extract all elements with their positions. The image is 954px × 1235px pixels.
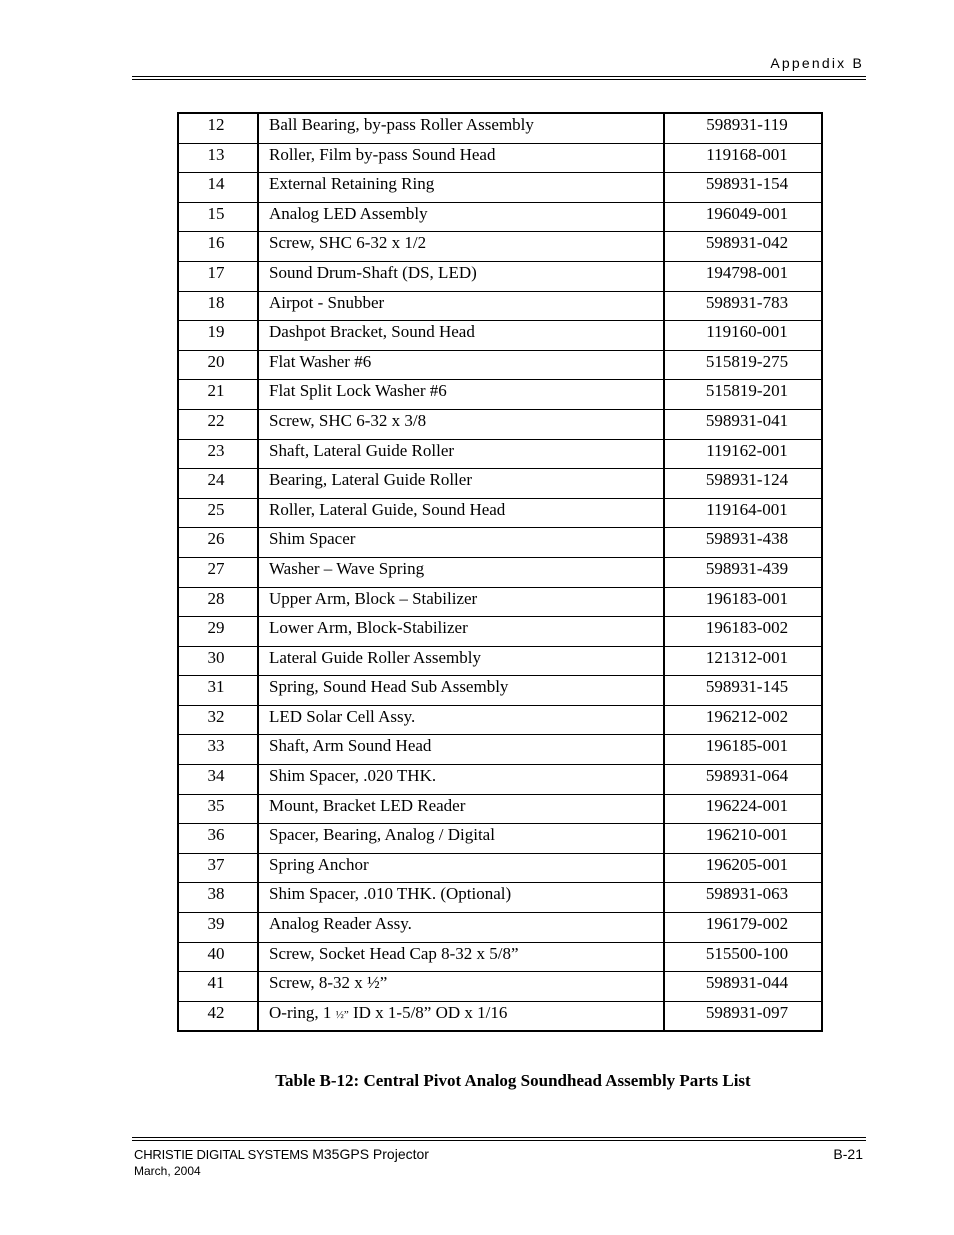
item-description: Ball Bearing, by-pass Roller Assembly xyxy=(258,113,664,143)
table-row xyxy=(178,913,822,943)
header-title: Appendix B xyxy=(770,55,864,71)
part-number: 598931-145 xyxy=(664,676,822,706)
item-description: Lower Arm, Block-Stabilizer xyxy=(258,617,664,647)
item-number: 16 xyxy=(178,232,258,262)
item-description: Screw, 8-32 x ½” xyxy=(258,972,664,1002)
part-number: 598931-438 xyxy=(664,528,822,558)
table-row xyxy=(178,1001,822,1031)
item-number: 30 xyxy=(178,646,258,676)
footer-product-line xyxy=(134,1146,429,1163)
table-row xyxy=(178,942,822,972)
table-row xyxy=(178,380,822,410)
table-row xyxy=(178,528,822,558)
parts-table-body xyxy=(178,113,822,1031)
table-row xyxy=(178,883,822,913)
table-caption: Table B-12: Central Pivot Analog Soundhead Assembly Parts List xyxy=(275,1071,751,1090)
table-row xyxy=(178,143,822,173)
item-number: 36 xyxy=(178,824,258,854)
item-description xyxy=(258,1001,664,1031)
item-description: Spring, Sound Head Sub Assembly xyxy=(258,676,664,706)
table-row xyxy=(178,261,822,291)
item-number: 33 xyxy=(178,735,258,765)
table-row xyxy=(178,350,822,380)
item-description: Washer – Wave Spring xyxy=(258,557,664,587)
table-row xyxy=(178,291,822,321)
item-number: 17 xyxy=(178,261,258,291)
part-number: 515500-100 xyxy=(664,942,822,972)
item-description: Shim Spacer, .010 THK. (Optional) xyxy=(258,883,664,913)
item-number: 23 xyxy=(178,439,258,469)
part-number: 598931-044 xyxy=(664,972,822,1002)
item-description: Bearing, Lateral Guide Roller xyxy=(258,469,664,499)
item-description: Analog LED Assembly xyxy=(258,202,664,232)
part-number: 196183-001 xyxy=(664,587,822,617)
item-description: Spacer, Bearing, Analog / Digital xyxy=(258,824,664,854)
part-number: 598931-042 xyxy=(664,232,822,262)
footer-rule-secondary xyxy=(132,1140,866,1141)
part-number: 598931-097 xyxy=(664,1001,822,1031)
item-description: Mount, Bracket LED Reader xyxy=(258,794,664,824)
item-number: 19 xyxy=(178,321,258,351)
table-row xyxy=(178,794,822,824)
part-number: 196179-002 xyxy=(664,913,822,943)
item-description: Dashpot Bracket, Sound Head xyxy=(258,321,664,351)
item-description: LED Solar Cell Assy. xyxy=(258,705,664,735)
item-description: Flat Split Lock Washer #6 xyxy=(258,380,664,410)
item-description-fraction: ½” xyxy=(335,1008,349,1021)
item-description: Shaft, Lateral Guide Roller xyxy=(258,439,664,469)
part-number: 196224-001 xyxy=(664,794,822,824)
page-number: B-21 xyxy=(833,1146,863,1162)
part-number: 196205-001 xyxy=(664,853,822,883)
item-description: Spring Anchor xyxy=(258,853,664,883)
item-number: 18 xyxy=(178,291,258,321)
item-number: 26 xyxy=(178,528,258,558)
item-description: Shim Spacer xyxy=(258,528,664,558)
part-number: 515819-275 xyxy=(664,350,822,380)
part-number: 196049-001 xyxy=(664,202,822,232)
table-row xyxy=(178,439,822,469)
part-number: 598931-154 xyxy=(664,173,822,203)
item-description: Screw, SHC 6-32 x 1/2 xyxy=(258,232,664,262)
item-number: 40 xyxy=(178,942,258,972)
item-description: Analog Reader Assy. xyxy=(258,913,664,943)
footer-brand: CHRISTIE DIGITAL SYSTEMS xyxy=(134,1147,309,1162)
table-row xyxy=(178,705,822,735)
header-rule xyxy=(132,76,866,77)
table-row xyxy=(178,557,822,587)
table-row xyxy=(178,409,822,439)
item-number: 14 xyxy=(178,173,258,203)
item-description: Roller, Lateral Guide, Sound Head xyxy=(258,498,664,528)
item-description: Flat Washer #6 xyxy=(258,350,664,380)
item-number: 37 xyxy=(178,853,258,883)
item-number: 28 xyxy=(178,587,258,617)
item-number: 41 xyxy=(178,972,258,1002)
item-number: 27 xyxy=(178,557,258,587)
table-row xyxy=(178,853,822,883)
table-row xyxy=(178,587,822,617)
table-row xyxy=(178,202,822,232)
item-number: 35 xyxy=(178,794,258,824)
part-number: 598931-041 xyxy=(664,409,822,439)
header-rule-secondary xyxy=(132,79,866,80)
part-number: 196210-001 xyxy=(664,824,822,854)
table-row xyxy=(178,617,822,647)
part-number: 119168-001 xyxy=(664,143,822,173)
table-row xyxy=(178,469,822,499)
part-number: 121312-001 xyxy=(664,646,822,676)
table-row xyxy=(178,676,822,706)
item-description-suffix: ID x 1-5/8” OD x 1/16 xyxy=(348,1002,508,1022)
parts-table xyxy=(177,112,823,1032)
item-description: Shim Spacer, .020 THK. xyxy=(258,765,664,795)
item-description: Sound Drum-Shaft (DS, LED) xyxy=(258,261,664,291)
part-number: 598931-119 xyxy=(664,113,822,143)
table-row xyxy=(178,321,822,351)
item-number: 34 xyxy=(178,765,258,795)
item-description: Upper Arm, Block – Stabilizer xyxy=(258,587,664,617)
part-number: 515819-201 xyxy=(664,380,822,410)
table-row xyxy=(178,113,822,143)
footer-date: March, 2004 xyxy=(134,1164,201,1178)
item-number: 29 xyxy=(178,617,258,647)
part-number: 196183-002 xyxy=(664,617,822,647)
item-description: Shaft, Arm Sound Head xyxy=(258,735,664,765)
part-number: 196212-002 xyxy=(664,705,822,735)
footer-rule xyxy=(132,1137,866,1138)
item-number: 20 xyxy=(178,350,258,380)
table-row xyxy=(178,824,822,854)
item-number: 12 xyxy=(178,113,258,143)
part-number: 119164-001 xyxy=(664,498,822,528)
part-number: 196185-001 xyxy=(664,735,822,765)
item-description: Screw, SHC 6-32 x 3/8 xyxy=(258,409,664,439)
part-number: 119162-001 xyxy=(664,439,822,469)
part-number: 598931-783 xyxy=(664,291,822,321)
item-number: 32 xyxy=(178,705,258,735)
item-description: External Retaining Ring xyxy=(258,173,664,203)
item-description: Airpot - Snubber xyxy=(258,291,664,321)
item-description: Screw, Socket Head Cap 8-32 x 5/8” xyxy=(258,942,664,972)
table-row xyxy=(178,765,822,795)
item-number: 42 xyxy=(178,1001,258,1031)
table-row xyxy=(178,232,822,262)
part-number: 598931-063 xyxy=(664,883,822,913)
table-row xyxy=(178,173,822,203)
item-number: 31 xyxy=(178,676,258,706)
item-number: 39 xyxy=(178,913,258,943)
item-number: 21 xyxy=(178,380,258,410)
part-number: 119160-001 xyxy=(664,321,822,351)
footer-product: M35GPS Projector xyxy=(308,1146,429,1162)
table-row xyxy=(178,972,822,1002)
item-number: 22 xyxy=(178,409,258,439)
part-number: 598931-439 xyxy=(664,557,822,587)
table-row xyxy=(178,735,822,765)
part-number: 598931-124 xyxy=(664,469,822,499)
item-number: 24 xyxy=(178,469,258,499)
item-number: 38 xyxy=(178,883,258,913)
item-number: 25 xyxy=(178,498,258,528)
table-row xyxy=(178,646,822,676)
footer-left xyxy=(134,1146,429,1179)
item-number: 15 xyxy=(178,202,258,232)
item-description: Roller, Film by-pass Sound Head xyxy=(258,143,664,173)
part-number: 598931-064 xyxy=(664,765,822,795)
item-number: 13 xyxy=(178,143,258,173)
part-number: 194798-001 xyxy=(664,261,822,291)
table-row xyxy=(178,498,822,528)
item-description-prefix: O-ring, 1 xyxy=(269,1002,336,1022)
item-description: Lateral Guide Roller Assembly xyxy=(258,646,664,676)
